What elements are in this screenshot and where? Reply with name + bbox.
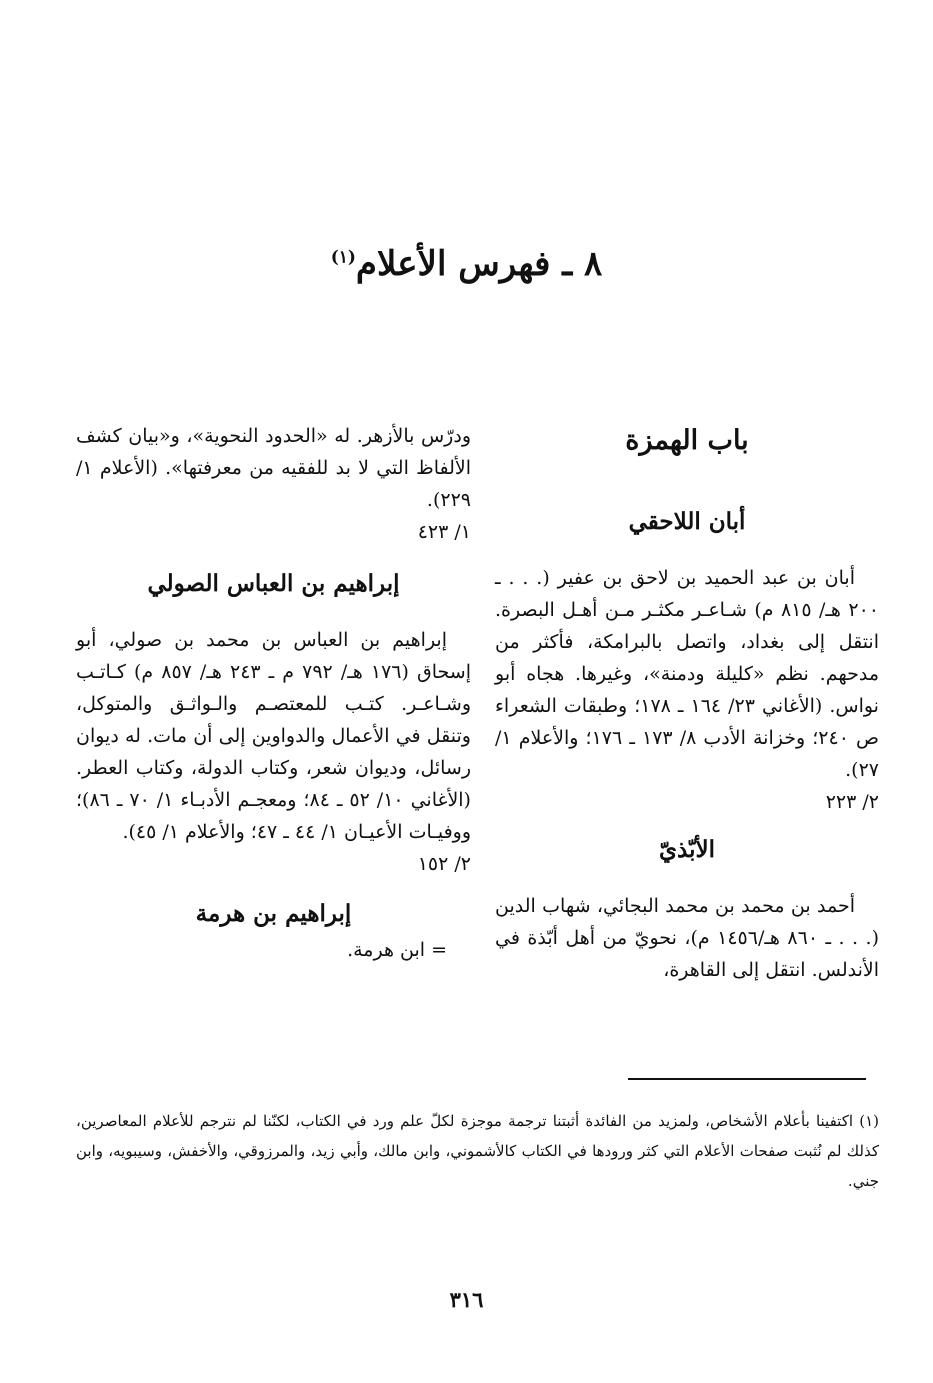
entry-heading-ibrahim-harma: إبراهيم بن هرمة (195, 900, 352, 927)
title-footnote-marker: (١) (330, 247, 356, 268)
page-title-text: ٨ ـ فهرس الأعلام (355, 244, 603, 284)
footnote (76, 1106, 879, 1196)
page-title (0, 244, 933, 284)
entry-heading-aban: أبان اللاحقي (628, 508, 746, 535)
entry-text-abadhi: أحمد بن محمد بن محمد البجائي، شهاب الدين (. . . ـ ٨٦٠ هـ/١٤٥٦ م)، نحويّ من أهل أبّذة في الأندلس. انتقل إلى القاهرة، (495, 895, 880, 981)
entry-text-abadhi-continued: ودرّس بالأزهر. له «الحدود النحوية»، و«بيان كشف الألفاظ التي لا بد للفقيه من معرفتها». (الأعلام ١/ ٢٢٩). (76, 425, 471, 511)
entry-ref-abadhi: ١/ ٤٢٣ (417, 521, 471, 543)
footnote-text: (١) اكتفينا بأعلام الأشخاص، ولمزيد من الفائدة أثبتنا ترجمة موجزة لكلّ علم ورد في الكتاب، لكنّنا لم نترجم للأعلام المعاصرين، كذلك لم نُثبت صفحات الأعلام التي كثر ورودها في الكتاب كالأشموني، وابن مالك، وأبي زيد، والمرزوقي، والأخفش، وسيبويه، وابن جني. (76, 1112, 879, 1190)
left-column (76, 420, 471, 966)
entry-ref-ibrahim-suli: ٢/ ١٥٢ (417, 853, 471, 875)
footnote-separator (628, 1078, 866, 1080)
section-heading: باب الهمزة (625, 425, 749, 456)
right-column (495, 420, 879, 986)
entry-text-ibrahim-harma: = ابن هرمة. (347, 939, 447, 961)
entry-text-ibrahim-suli: إبراهيم بن العباس بن محمد بن صولي، أبو إسحاق (١٧٦ هـ/ ٧٩٢ م ـ ٢٤٣ هـ/ ٨٥٧ م) كـاتـب وشـاعـر. كتـب للمعتصـم والـواثـق والمتوكل، وتنقل في الأعمال والدواوين إلى أن مات. له ديوان رسائل، وديوان شعر، وكتاب الدولة، وكتاب العطر. (الأغاني ١٠/ ٥٢ ـ ٨٤؛ ومعجـم الأدبـاء ١/ ٧٠ ـ ٨٦)؛ ووفيـات الأعيـان ١/ ٤٤ ـ ٤٧؛ والأعلام ١/ ٤٥). (76, 629, 471, 843)
entry-ref-aban: ٢/ ٢٢٣ (825, 791, 879, 813)
page-number: ٣١٦ (449, 1287, 484, 1312)
entry-heading-ibrahim-suli: إبراهيم بن العباس الصولي (147, 570, 400, 597)
entry-text-aban: أبان بن عبد الحميد بن لاحق بن عفير (. . . ـ ٢٠٠ هـ/ ٨١٥ م) شـاعـر مكثـر مـن أهـل البصرة. انتقل إلى بغداد، واتصل بالبرامكة، فأكثر من مدحهم. نظم «كليلة ودمنة»، وغيرها. هجاه أبو نواس. (الأغاني ٢٣/ ١٦٤ ـ ١٧٨؛ وطبقات الشعراء ص ٢٤٠؛ وخزانة الأدب ٨/ ١٧٣ ـ ١٧٦؛ والأعلام ١/ ٢٧). (495, 567, 879, 781)
entry-heading-abadhi: الأبّذيّ (659, 836, 715, 863)
